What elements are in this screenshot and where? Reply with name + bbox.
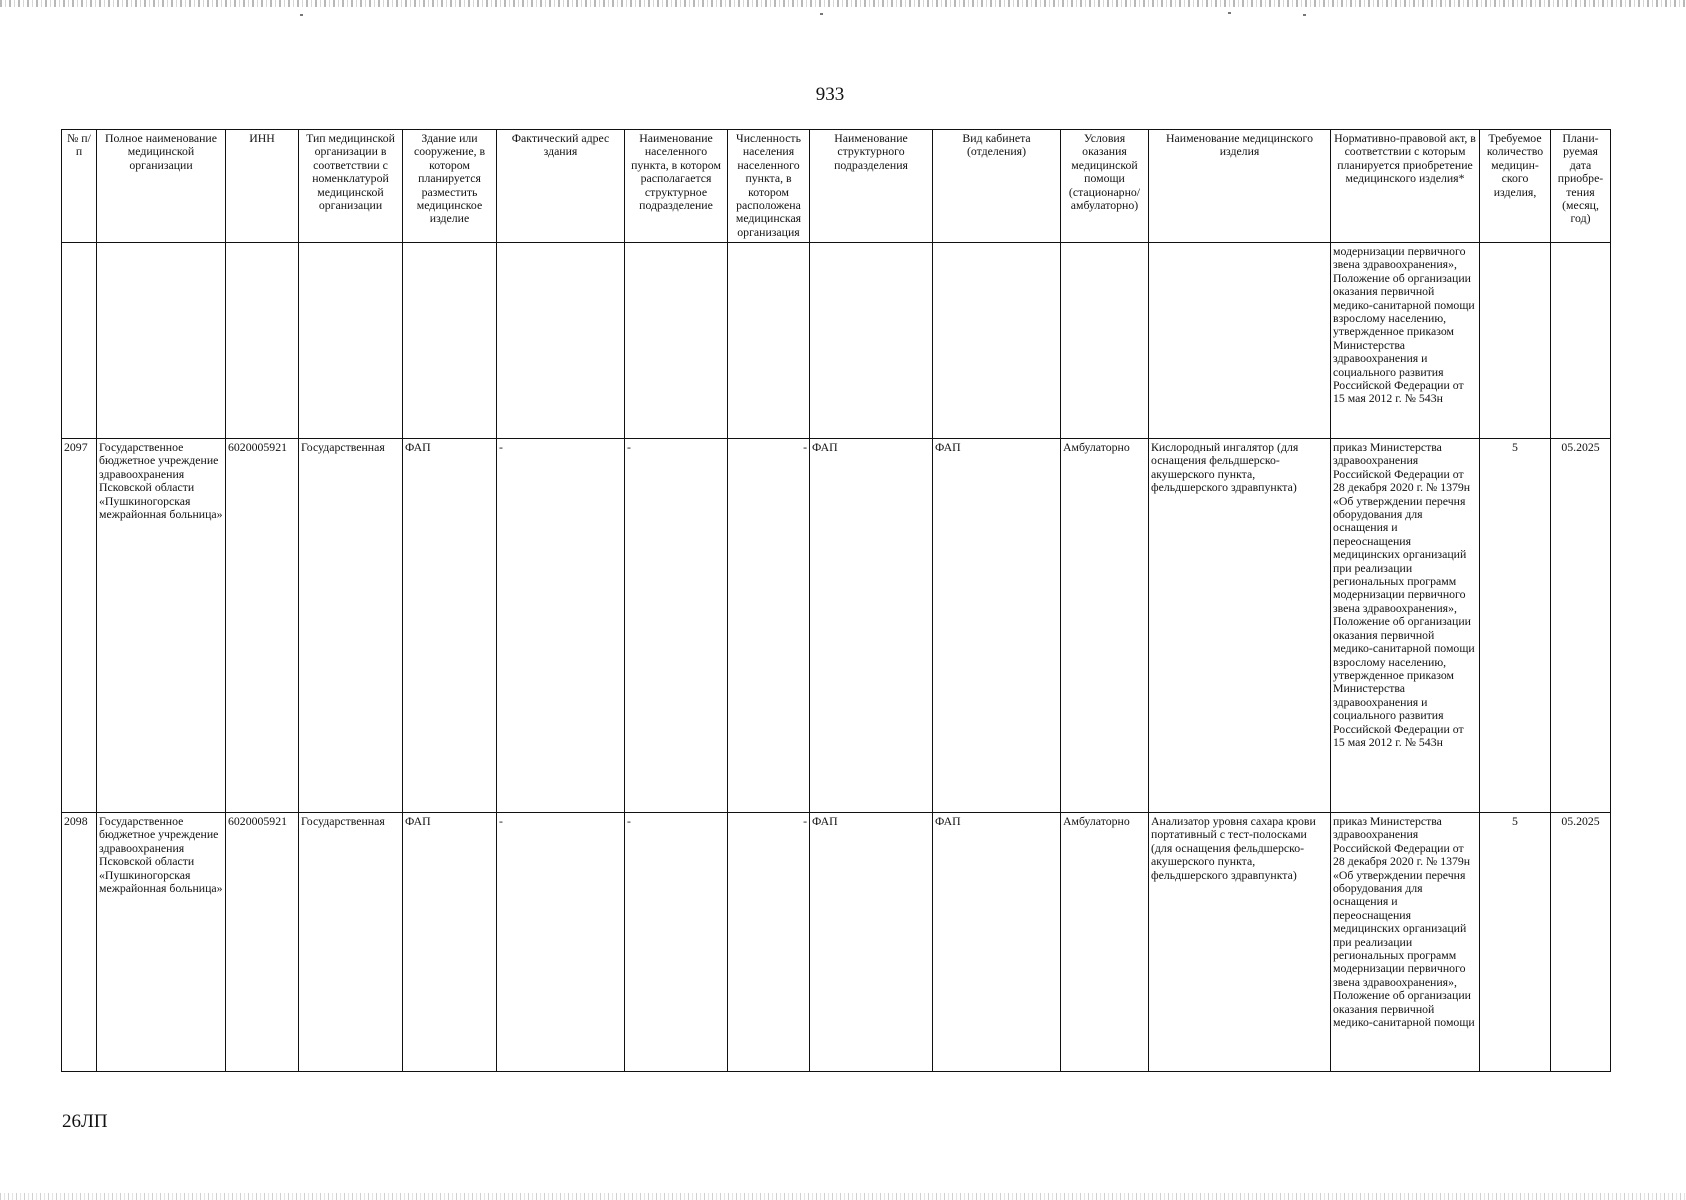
cell-device: Кислородный ингалятор (для оснащения фельдшерско-акушерского пункта, фельдшерского здравпункта) (1149, 439, 1331, 813)
cell-subdivision: ФАП (810, 439, 933, 813)
cell-org-type: Государственная (299, 439, 403, 813)
cell-org-type: Государственная (299, 813, 403, 1072)
column-header-inn: ИНН (226, 130, 299, 243)
scan-speck (820, 13, 823, 15)
cell-population: - (728, 813, 810, 1072)
column-header-date: Плани-руемая дата приобре-тения (месяц, год) (1551, 130, 1611, 243)
cell-date: 05.2025 (1551, 439, 1611, 813)
table-header-row (62, 130, 1611, 243)
scan-edge-top (0, 0, 1686, 7)
cell-empty (403, 243, 497, 439)
column-header-subdivision: Наименование структурного подразделения (810, 130, 933, 243)
column-header-building: Здание или сооружение, в котором планируется разместить медицинское изделие (403, 130, 497, 243)
cell-date: 05.2025 (1551, 813, 1611, 1072)
cell-empty (1480, 243, 1551, 439)
cell-inn: 6020005921 (226, 439, 299, 813)
cell-address: - (497, 439, 625, 813)
cell-empty (62, 243, 97, 439)
table-row-continuation (62, 243, 1611, 439)
column-header-device: Наименование медицинского изделия (1149, 130, 1331, 243)
cell-empty (497, 243, 625, 439)
page-number: 933 (815, 84, 845, 105)
cell-settlement: - (625, 813, 728, 1072)
cell-building: ФАП (403, 813, 497, 1072)
cell-legal-act: приказ Министерства здравоохранения Российской Федерации от 28 декабря 2020 г. № 1379н «Об утверждении перечня оборудования для оснащения и переоснащения медицинских организаций при реализации региональных программ модернизации первичного звена здравоохранения», Положение об организации оказания первичной медико-санитарной помощи взрослому населению, утвержденное приказом Министерства здравоохранения и социального развития Российской Федерации от 15 мая 2012 г. № 543н (1331, 439, 1480, 813)
cell-empty (1551, 243, 1611, 439)
column-header-cabinet: Вид кабинета (отделения) (933, 130, 1061, 243)
scan-edge-bottom (0, 1193, 1686, 1200)
cell-building: ФАП (403, 439, 497, 813)
scan-speck (300, 14, 303, 16)
cell-empty (1149, 243, 1331, 439)
cell-legal-act: модернизации первичного звена здравоохранения», Положение об организации оказания первичной медико-санитарной помощи взрослому населению, утвержденное приказом Министерства здравоохранения и социального развития Российской Федерации от 15 мая 2012 г. № 543н (1331, 243, 1480, 439)
cell-quantity: 5 (1480, 439, 1551, 813)
cell-empty (97, 243, 226, 439)
column-header-org-name: Полное наименование медицинской организации (97, 130, 226, 243)
cell-cabinet: ФАП (933, 439, 1061, 813)
column-header-settlement: Наименование населенного пункта, в котором располагается структурное подразделение (625, 130, 728, 243)
cell-org-name: Государственное бюджетное учреждение здравоохранения Псковской области «Пушкиногорская межрайонная больница» (97, 439, 226, 813)
scan-speck (1228, 12, 1231, 14)
cell-quantity: 5 (1480, 813, 1551, 1072)
cell-population: - (728, 439, 810, 813)
column-header-conditions: Условия оказания медицинской помощи (стационарно/ амбулаторно) (1061, 130, 1149, 243)
cell-empty (299, 243, 403, 439)
table-row (62, 813, 1611, 1072)
cell-empty (625, 243, 728, 439)
column-header-population: Численность населения населенного пункта, в котором расположена медицинская организация (728, 130, 810, 243)
cell-empty (810, 243, 933, 439)
cell-address: - (497, 813, 625, 1072)
cell-number: 2098 (62, 813, 97, 1072)
cell-empty (728, 243, 810, 439)
table-row (62, 439, 1611, 813)
cell-cabinet: ФАП (933, 813, 1061, 1072)
column-header-org-type: Тип медицинской организации в соответствии с номенклатурой медицинской организации (299, 130, 403, 243)
cell-subdivision: ФАП (810, 813, 933, 1072)
cell-empty (933, 243, 1061, 439)
cell-settlement: - (625, 439, 728, 813)
column-header-address: Фактический адрес здания (497, 130, 625, 243)
cell-conditions: Амбулаторно (1061, 813, 1149, 1072)
cell-inn: 6020005921 (226, 813, 299, 1072)
cell-device: Анализатор уровня сахара крови портативный с тест-полосками (для оснащения фельдшерско-акушерского пункта, фельдшерского здравпункта) (1149, 813, 1331, 1072)
cell-empty (1061, 243, 1149, 439)
cell-org-name: Государственное бюджетное учреждение здравоохранения Псковской области «Пушкиногорская межрайонная больница» (97, 813, 226, 1072)
cell-empty (226, 243, 299, 439)
column-header-legal-act: Нормативно-правовой акт, в соответствии с которым планируется приобретение медицинского изделия* (1331, 130, 1480, 243)
equipment-register-table (61, 129, 1611, 1072)
column-header-number: № п/п (62, 130, 97, 243)
column-header-quantity: Требуемое количество медицин-ского изделия, (1480, 130, 1551, 243)
cell-legal-act: приказ Министерства здравоохранения Российской Федерации от 28 декабря 2020 г. № 1379н «Об утверждении перечня оборудования для оснащения и переоснащения медицинских организаций при реализации региональных программ модернизации первичного звена здравоохранения», Положение об организации оказания первичной медико-санитарной помощи (1331, 813, 1480, 1072)
cell-conditions: Амбулаторно (1061, 439, 1149, 813)
cell-number: 2097 (62, 439, 97, 813)
scan-speck (1303, 14, 1306, 16)
document-code: 26ЛП (62, 1111, 108, 1132)
